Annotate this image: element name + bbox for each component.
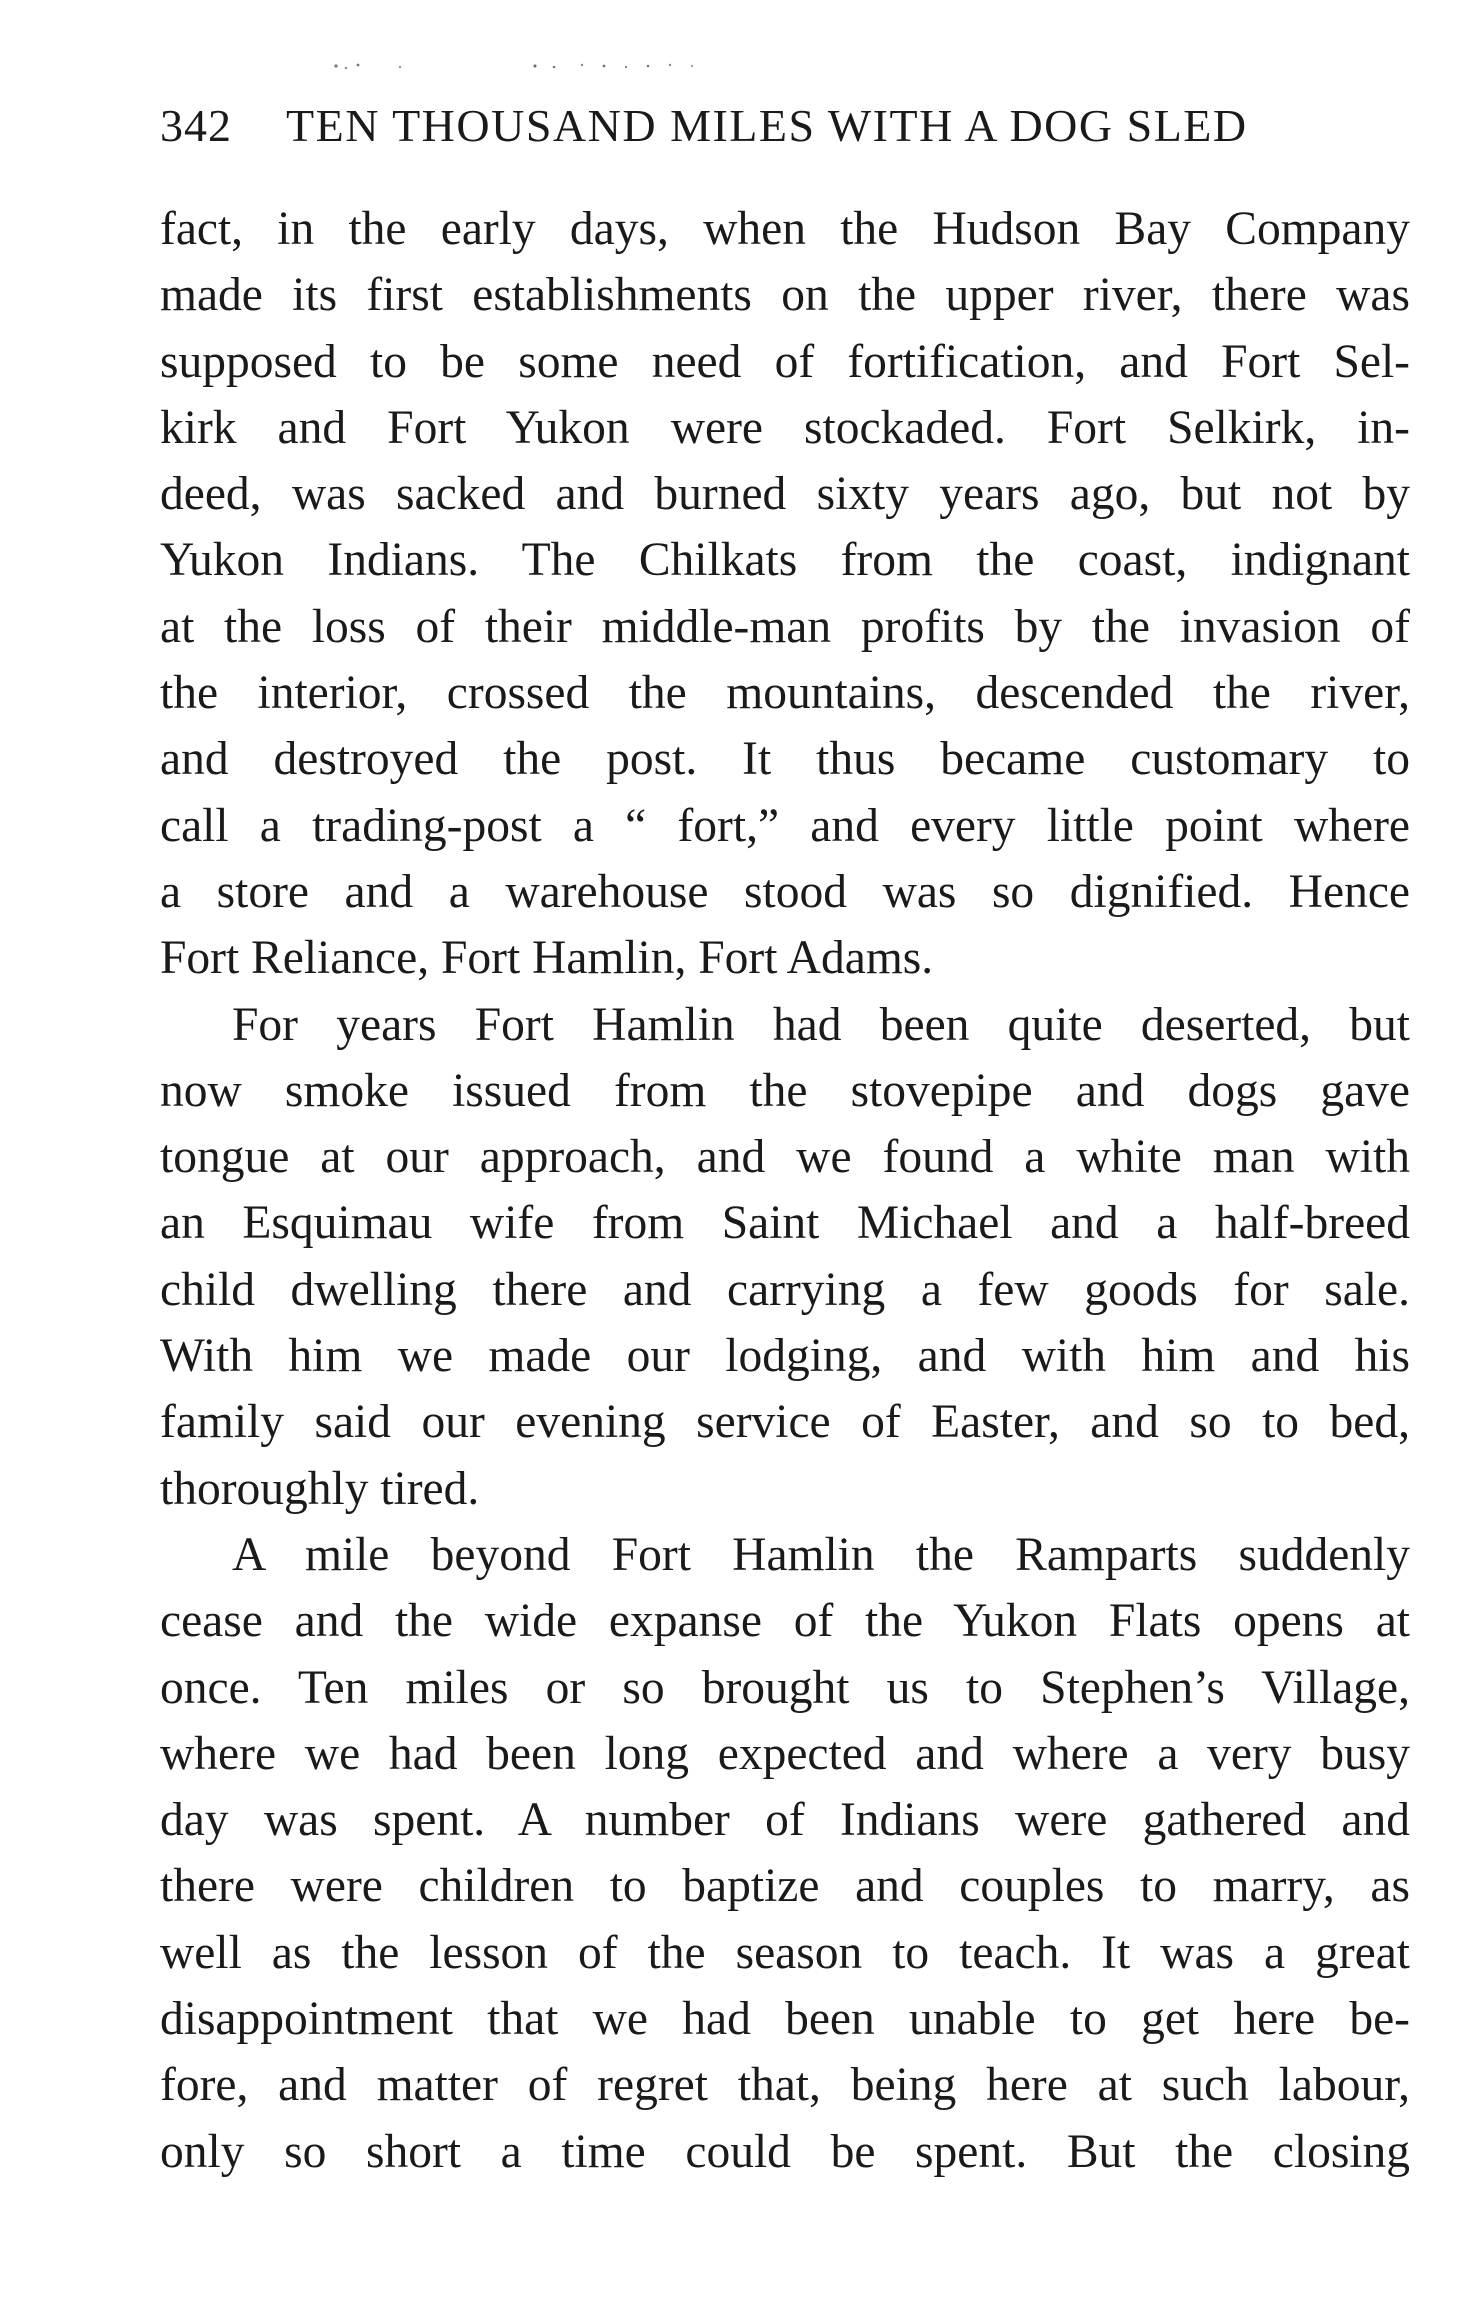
text-line: now smoke issued from the stovepipe and dogs gave <box>160 1064 1410 1117</box>
text-line: once. Ten miles or so brought us to Stephen’s Village, <box>160 1661 1410 1714</box>
body-text <box>160 196 1410 2185</box>
text-line: supposed to be some need of fortification, and Fort Sel- <box>160 335 1410 388</box>
text-line: where we had been long expected and where a very busy <box>160 1727 1410 1780</box>
text-line: call a trading-post a “ fort,” and every little point where <box>160 799 1410 852</box>
text-line: at the loss of their middle-man profits by the invasion of <box>160 600 1410 653</box>
text-line: kirk and Fort Yukon were stockaded. Fort Selkirk, in- <box>160 401 1410 454</box>
book-title: TEN THOUSAND MILES WITH A DOG SLED <box>286 100 1248 151</box>
text-line: disappointment that we had been unable to get here be- <box>160 1993 1410 2046</box>
text-line: there were children to baptize and couples to marry, as <box>160 1860 1410 1913</box>
text-line: an Esquimau wife from Saint Michael and a half-breed <box>160 1197 1410 1250</box>
text-line: a store and a warehouse stood was so dignified. Hence <box>160 865 1410 918</box>
text-line: With him we made our lodging, and with him and his <box>160 1330 1410 1383</box>
text-line: deed, was sacked and burned sixty years ago, but not by <box>160 468 1410 521</box>
text-line: the interior, crossed the mountains, descended the river, <box>160 667 1410 720</box>
text-line: day was spent. A number of Indians were gathered and <box>160 1794 1410 1847</box>
scan-specks <box>330 54 760 74</box>
text-line: well as the lesson of the season to teach. It was a great <box>160 1926 1410 1979</box>
text-line: fore, and matter of regret that, being here at such labour, <box>160 2059 1410 2112</box>
page-number: 342 <box>160 100 232 151</box>
text-line: For years Fort Hamlin had been quite deserted, but <box>232 998 1410 1051</box>
text-line: A mile beyond Fort Hamlin the Ramparts suddenly <box>232 1528 1410 1581</box>
text-line: thoroughly tired. <box>160 1462 480 1515</box>
text-line: Yukon Indians. The Chilkats from the coast, indignant <box>160 534 1410 587</box>
paragraph <box>160 1522 1410 2185</box>
text-line: child dwelling there and carrying a few goods for sale. <box>160 1263 1410 1316</box>
text-line: and destroyed the post. It thus became customary to <box>160 733 1410 786</box>
text-line: family said our evening service of Easter, and so to bed, <box>160 1396 1410 1449</box>
text-line: made its first establishments on the upper river, there was <box>160 269 1410 322</box>
running-head <box>160 96 1410 156</box>
text-line: fact, in the early days, when the Hudson Bay Company <box>160 203 1410 255</box>
paragraph <box>160 992 1410 1522</box>
text-line: cease and the wide expanse of the Yukon Flats opens at <box>160 1595 1410 1648</box>
text-line: Fort Reliance, Fort Hamlin, Fort Adams. <box>160 932 934 985</box>
text-line: tongue at our approach, and we found a white man with <box>160 1131 1410 1184</box>
text-line: only so short a time could be spent. But the closing <box>160 2125 1410 2178</box>
paragraph <box>160 196 1410 992</box>
